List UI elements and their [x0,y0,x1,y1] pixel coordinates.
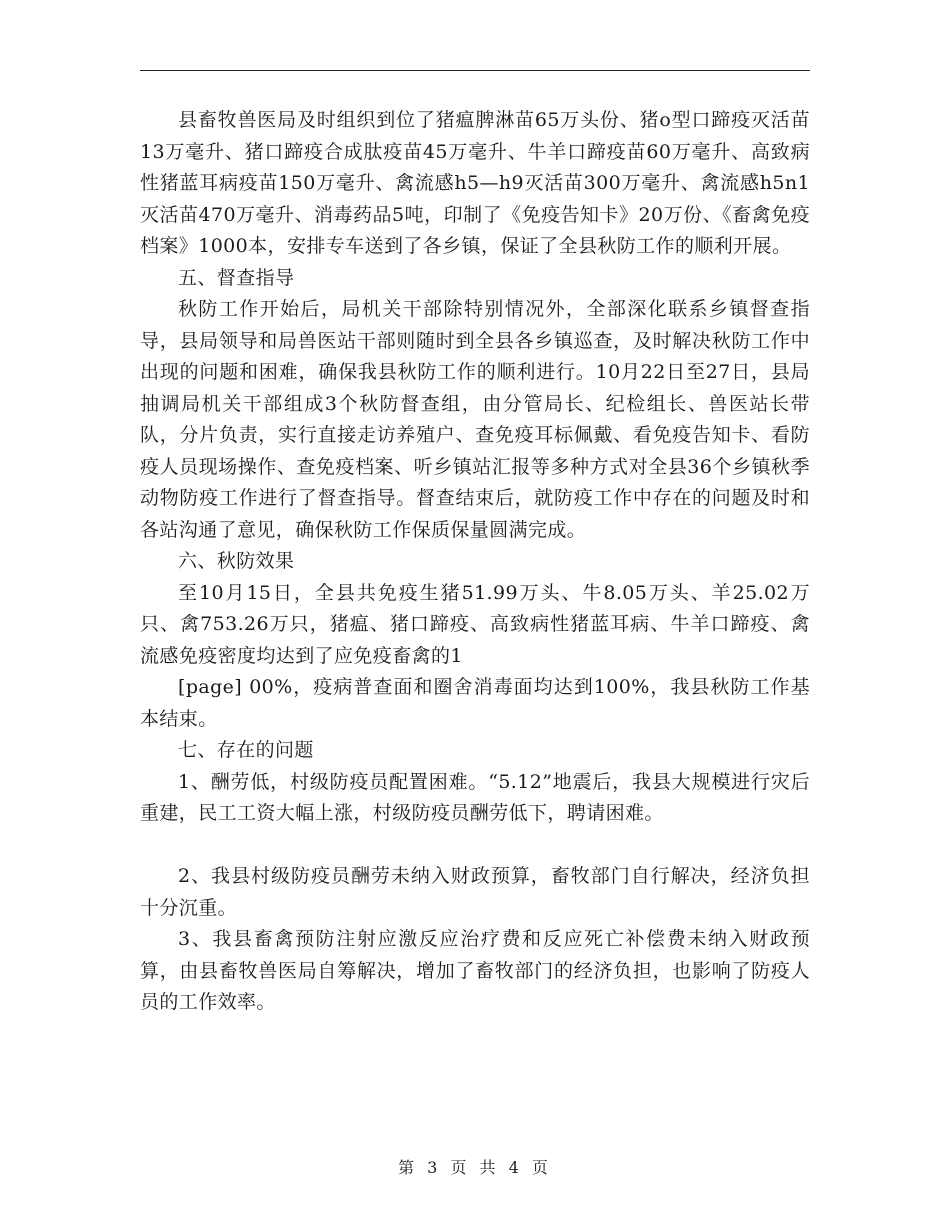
section-heading-problems: 七、存在的问题 [178,739,314,761]
paragraph-problem-1: 1、酬劳低，村级防疫员配置困难。“5.12”地震后，我县大规模进行灾后重建，民工工资大幅上涨，村级防疫员酬劳低下，聘请困难。 [140,770,810,824]
paragraph-results-continued: [page] 00%，疫病普查面和圈舍消毒面均达到100%，我县秋防工作基本结束。 [140,676,810,730]
page-footer: 第 3 页 共 4 页 [398,1158,552,1177]
paragraph-supervision: 秋防工作开始后，局机关干部除特别情况外，全部深化联系乡镇督查指导，县局领导和局兽医站干部则随时到全县各乡镇巡查，及时解决秋防工作中出现的问题和困难，确保我县秋防工作的顺利进行。10月22日至27日，县局抽调局机关干部组成3个秋防督查组，由分管局长、纪检组长、兽医站长带队，分片负责，实行直接走访养殖户、查免疫耳标佩戴、看免疫告知卡、看防疫人员现场操作、查免疫档案、听乡镇站汇报等多种方式对全县36个乡镇秋季动物防疫工作进行了督查指导。督查结束后，就防疫工作中存在的问题及时和各站沟通了意见，确保秋防工作保质保量圆满完成。 [140,298,810,541]
paragraph-problem-2: 2、我县村级防疫员酬劳未纳入财政预算，畜牧部门自行解决，经济负担十分沉重。 [140,865,810,919]
paragraph-problem-3: 3、我县畜禽预防注射应激反应治疗费和反应死亡补偿费未纳入财政预算，由县畜牧兽医局自筹解决，增加了畜牧部门的经济负担，也影响了防疫人员的工作效率。 [140,928,810,1013]
document-body [140,105,810,1019]
paragraph-vaccine-supply: 县畜牧兽医局及时组织到位了猪瘟脾淋苗65万头份、猪o型口蹄疫灭活苗13万毫升、猪口蹄疫合成肽疫苗45万毫升、牛羊口蹄疫苗60万毫升、高致病性猪蓝耳病疫苗150万毫升、禽流感h5—h9灭活苗300万毫升、禽流感h5n1灭活苗470万毫升、消毒药品5吨，印制了《免疫告知卡》20万份、《畜禽免疫档案》1000本，安排专车送到了各乡镇，保证了全县秋防工作的顺利开展。 [140,109,810,257]
header-rule [140,70,810,71]
section-heading-supervision: 五、督查指导 [178,266,295,289]
section-heading-results: 六、秋防效果 [178,550,295,572]
paragraph-results: 至10月15日，全县共免疫生猪51.99万头、牛8.05万头、羊25.02万只、禽753.26万只，猪瘟、猪口蹄疫、高致病性猪蓝耳病、牛羊口蹄疫、禽流感免疫密度均达到了应免疫畜禽的1 [140,581,810,667]
